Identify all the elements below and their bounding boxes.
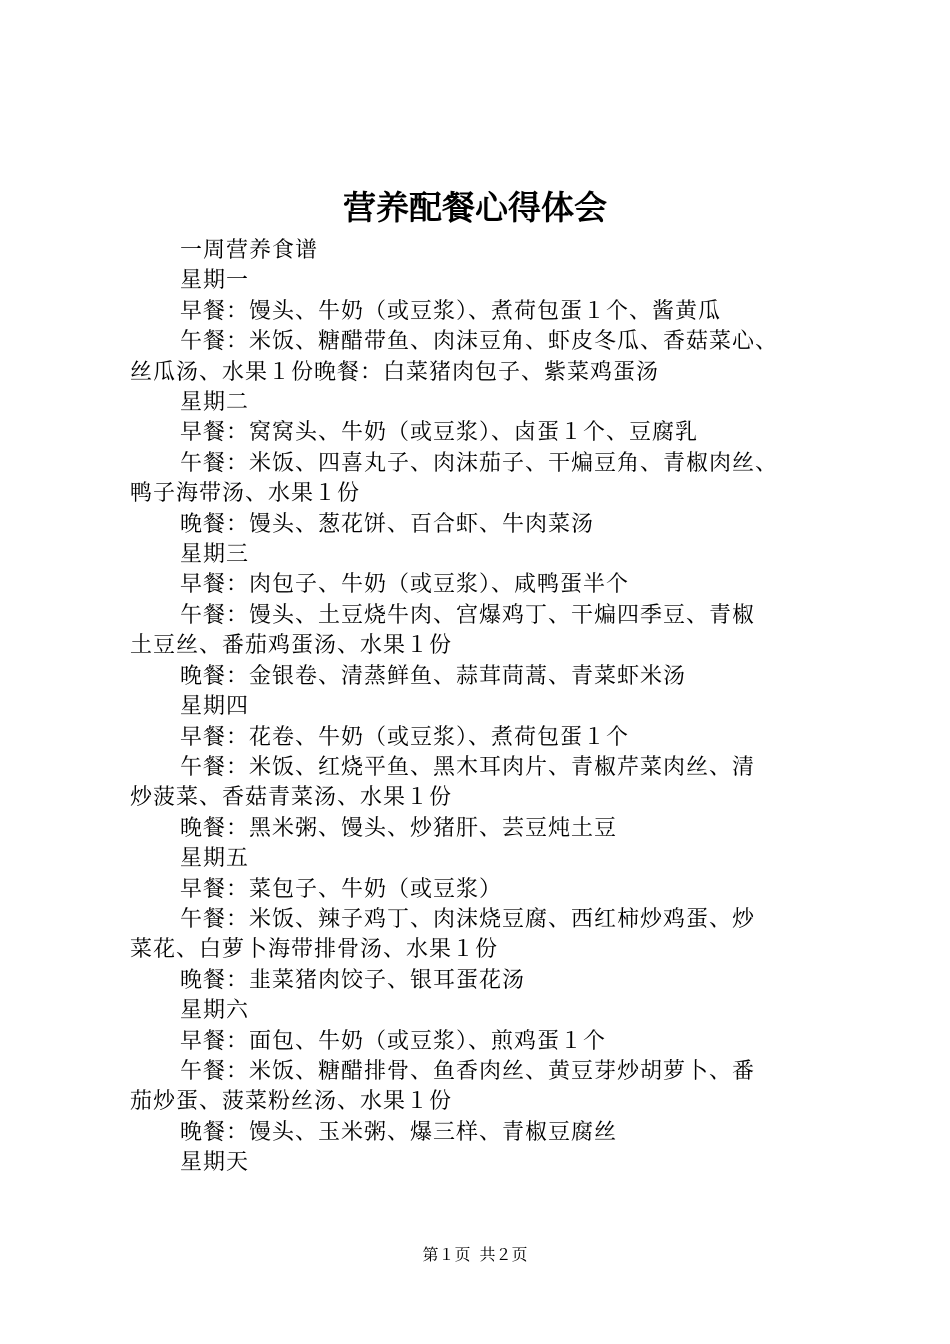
paragraph-line: 星期四 [180, 694, 250, 720]
paragraph-line: 星期二 [180, 390, 250, 416]
paragraph [130, 297, 850, 327]
paragraph-line: 早餐：面包、牛奶（或豆浆）、煎鸡蛋１个 [180, 1028, 607, 1054]
paragraph [130, 236, 850, 266]
paragraph [130, 388, 850, 418]
paragraph-line: 晚餐：韭菜猪肉饺子、银耳蛋花汤 [180, 967, 526, 993]
paragraph [130, 692, 850, 722]
paragraph [130, 510, 850, 540]
paragraph-line: 星期六 [180, 998, 250, 1024]
paragraph-line: 早餐：菜包子、牛奶（或豆浆） [180, 876, 503, 902]
paragraph-line: 丝瓜汤、水果１份晚餐：白菜猪肉包子、紫菜鸡蛋汤 [130, 359, 660, 385]
paragraph-line: 晚餐：黑米粥、馒头、炒猪肝、芸豆炖土豆 [180, 815, 618, 841]
paragraph [130, 753, 850, 814]
paragraph-line: 午餐：米饭、辣子鸡丁、肉沫烧豆腐、西红柿炒鸡蛋、炒 [180, 906, 756, 932]
paragraph [130, 266, 850, 296]
paragraph [130, 814, 850, 844]
paragraph-line: 星期一 [180, 268, 250, 294]
document-body [130, 236, 850, 1179]
paragraph [130, 1027, 850, 1057]
paragraph-line: 午餐：米饭、四喜丸子、肉沫茄子、干煸豆角、青椒肉丝、 [180, 450, 779, 476]
paragraph [130, 1118, 850, 1148]
paragraph-line: 星期五 [180, 846, 250, 872]
paragraph [130, 327, 850, 388]
paragraph-line: 午餐：米饭、糖醋带鱼、肉沫豆角、虾皮冬瓜、香菇菜心、 [180, 329, 779, 355]
paragraph-line: 晚餐：馒头、玉米粥、爆三样、青椒豆腐丝 [180, 1119, 618, 1145]
paragraph-line: 一周营养食谱 [180, 238, 319, 263]
paragraph [130, 601, 850, 662]
paragraph [130, 662, 850, 692]
paragraph-line: 茄炒蛋、菠菜粉丝汤、水果１份 [130, 1089, 453, 1115]
paragraph-line: 晚餐：金银卷、清蒸鲜鱼、蒜茸茼蒿、青菜虾米汤 [180, 663, 687, 689]
paragraph [130, 449, 850, 510]
paragraph [130, 570, 850, 600]
paragraph [130, 905, 850, 966]
page-footer [0, 1244, 950, 1266]
paragraph [130, 1148, 850, 1178]
paragraph-line: 午餐：馒头、土豆烧牛肉、宫爆鸡丁、干煸四季豆、青椒 [180, 602, 756, 628]
paragraph-line: 星期三 [180, 542, 250, 568]
paragraph-line: 晚餐：馒头、葱花饼、百合虾、牛肉菜汤 [180, 511, 595, 537]
paragraph [130, 540, 850, 570]
paragraph [130, 996, 850, 1026]
paragraph [130, 844, 850, 874]
paragraph-line: 早餐：肉包子、牛奶（或豆浆）、咸鸭蛋半个 [180, 572, 630, 598]
page-total: 共２页 [479, 1245, 528, 1264]
document-title: 营养配餐心得体会 [343, 188, 607, 227]
paragraph [130, 875, 850, 905]
paragraph-line: 午餐：米饭、红烧平鱼、黑木耳肉片、青椒芹菜肉丝、清 [180, 754, 756, 780]
paragraph-line: 早餐：馒头、牛奶（或豆浆）、煮荷包蛋１个、酱黄瓜 [180, 298, 722, 324]
paragraph [130, 1057, 850, 1118]
paragraph [130, 418, 850, 448]
paragraph-line: 炒菠菜、香菇青菜汤、水果１份 [130, 785, 453, 811]
paragraph-line: 菜花、白萝卜海带排骨汤、水果１份 [130, 937, 499, 963]
paragraph-line: 土豆丝、番茄鸡蛋汤、水果１份 [130, 633, 453, 659]
paragraph-line: 鸭子海带汤、水果１份 [130, 481, 361, 507]
paragraph-line: 星期天 [180, 1150, 250, 1176]
page-number: 第１页 [422, 1245, 471, 1264]
paragraph-line: 早餐：花卷、牛奶（或豆浆）、煮荷包蛋１个 [180, 724, 630, 750]
paragraph [130, 966, 850, 996]
paragraph [130, 723, 850, 753]
paragraph-line: 午餐：米饭、糖醋排骨、鱼香肉丝、黄豆芽炒胡萝卜、番 [180, 1058, 756, 1084]
paragraph-line: 早餐：窝窝头、牛奶（或豆浆）、卤蛋１个、豆腐乳 [180, 420, 699, 446]
